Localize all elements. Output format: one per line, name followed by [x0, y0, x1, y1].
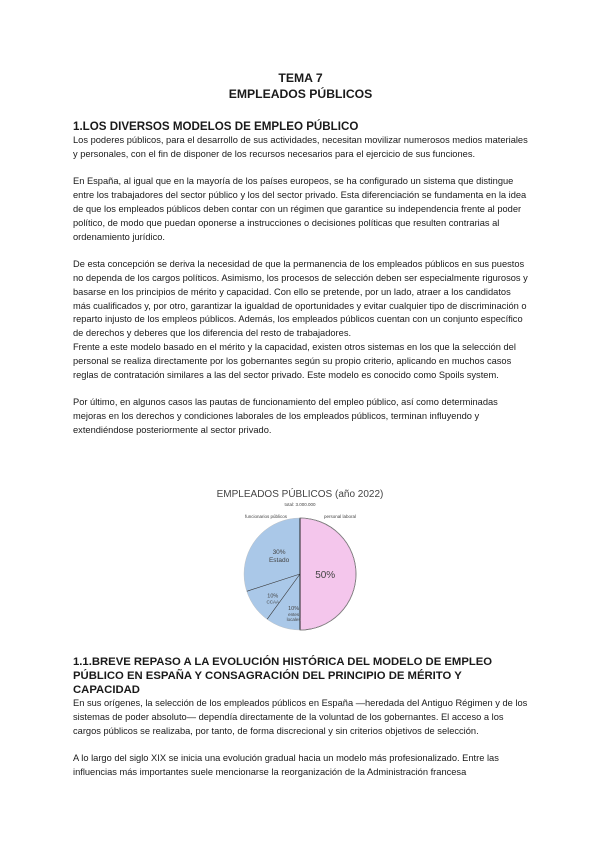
- paragraph-4: Frente a este modelo basado en el mérito y la capacidad, existen otros sistemas en los que la selección del personal se realiza directamente por los gobernantes según su propio criterio, aplicando en muchos casos reglas de contratación similares a las del sector privado. Este modelo es conocido como Spoils system.: [73, 341, 516, 380]
- pie-label-ccaa-name: CCAA: [266, 599, 280, 605]
- paragraph-2: En España, al igual que en la mayoría de los países europeos, se ha configurado un sistema que distingue entre los trabajadores del sector público y los del sector privado. Esta diferenciación se fundamenta en la idea de que los empleados públicos deben contar con un régimen que garantice su independencia frente al poder político, de modo que puedan oponerse a instrucciones o decisiones políticas que resulten contrarias al ordenamiento jurídico.: [73, 176, 527, 242]
- document-title-line1: TEMA 7: [278, 71, 323, 85]
- paragraph-5: Por último, en algunos casos las pautas de funcionamiento del empleo público, así como determinadas mejoras en los derechos y condiciones laborales de los empleados públicos, terminan influyendo y extendiéndose posteriormente al sector privado.: [73, 397, 498, 435]
- pie-label-estado-name: Estado: [268, 556, 290, 564]
- pie-label-estado-value: 30%: [272, 548, 286, 556]
- pie-label-entes-locales-name-1: entes: [288, 611, 300, 617]
- pie-chart-svg: [73, 482, 528, 647]
- paragraph-6: En sus orígenes, la selección de los empleados públicos en España —heredada del Antiguo Régimen y de los sistemas de poder absoluto— dependía directamente de la voluntad de los gobernantes. El acceso a los cargos públicos se realizaba, por tanto, de forma discrecional y sin criterios objetivos de selección.: [73, 698, 528, 736]
- pie-label-entes-locales-value: 10%: [288, 605, 300, 612]
- section11-heading: 1.1.BREVE REPASO A LA EVOLUCIÓN HISTÓRICA DEL MODELO DE EMPLEO PÚBLICO EN ESPAÑA Y CONSAGRACIÓN DEL PRINCIPIO DE MÉRITO Y CAPACIDAD: [73, 656, 493, 696]
- document-title-line2: EMPLEADOS PÚBLICOS: [228, 87, 373, 101]
- pie-chart: [73, 482, 528, 647]
- paragraph-1: Los poderes públicos, para el desarrollo de sus actividades, necesitan movilizar numerosos medios materiales y personales, con el fin de disponer de los recursos necesarios para el ejercicio de sus funciones.: [73, 135, 528, 159]
- paragraph-3: De esta concepción se deriva la necesidad de que la permanencia de los empleados públicos en sus puestos no dependa de los cargos políticos. Asimismo, los procesos de selección deben ser especialmente rigurosos y basarse en los principios de mérito y capacidad. Con ello se pretende, por un lado, atraer a los candidatos más cualificados y, por otro, garantizar la igualdad de oportunidades y evitar cualquier tipo de discriminación o reparto injusto de los empleos públicos. Además, los empleados públicos cuentan con un conjunto específico de derechos y deberes que los diferencia del resto de trabajadores.: [73, 259, 528, 339]
- pie-label-entes-locales-name-2: locales: [286, 616, 301, 622]
- chart-group-label-funcionarios: funcionarios públicos: [244, 514, 288, 519]
- chart-title: EMPLEADOS PÚBLICOS (año 2022): [216, 489, 384, 500]
- section1-heading: 1.LOS DIVERSOS MODELOS DE EMPLEO PÚBLICO: [73, 120, 359, 133]
- pie-label-ccaa-value: 10%: [267, 593, 279, 600]
- paragraph-7: A lo largo del siglo XIX se inicia una evolución gradual hacia un modelo más profesionalizado. Entre las influencias más importantes suele mencionarse la reorganización de la Administración francesa: [73, 753, 499, 777]
- chart-subtitle: total: 3.000.000: [284, 502, 316, 507]
- chart-group-label-personal-laboral: personal laboral: [323, 514, 357, 519]
- pie-label-personal-laboral-value: 50%: [315, 570, 336, 581]
